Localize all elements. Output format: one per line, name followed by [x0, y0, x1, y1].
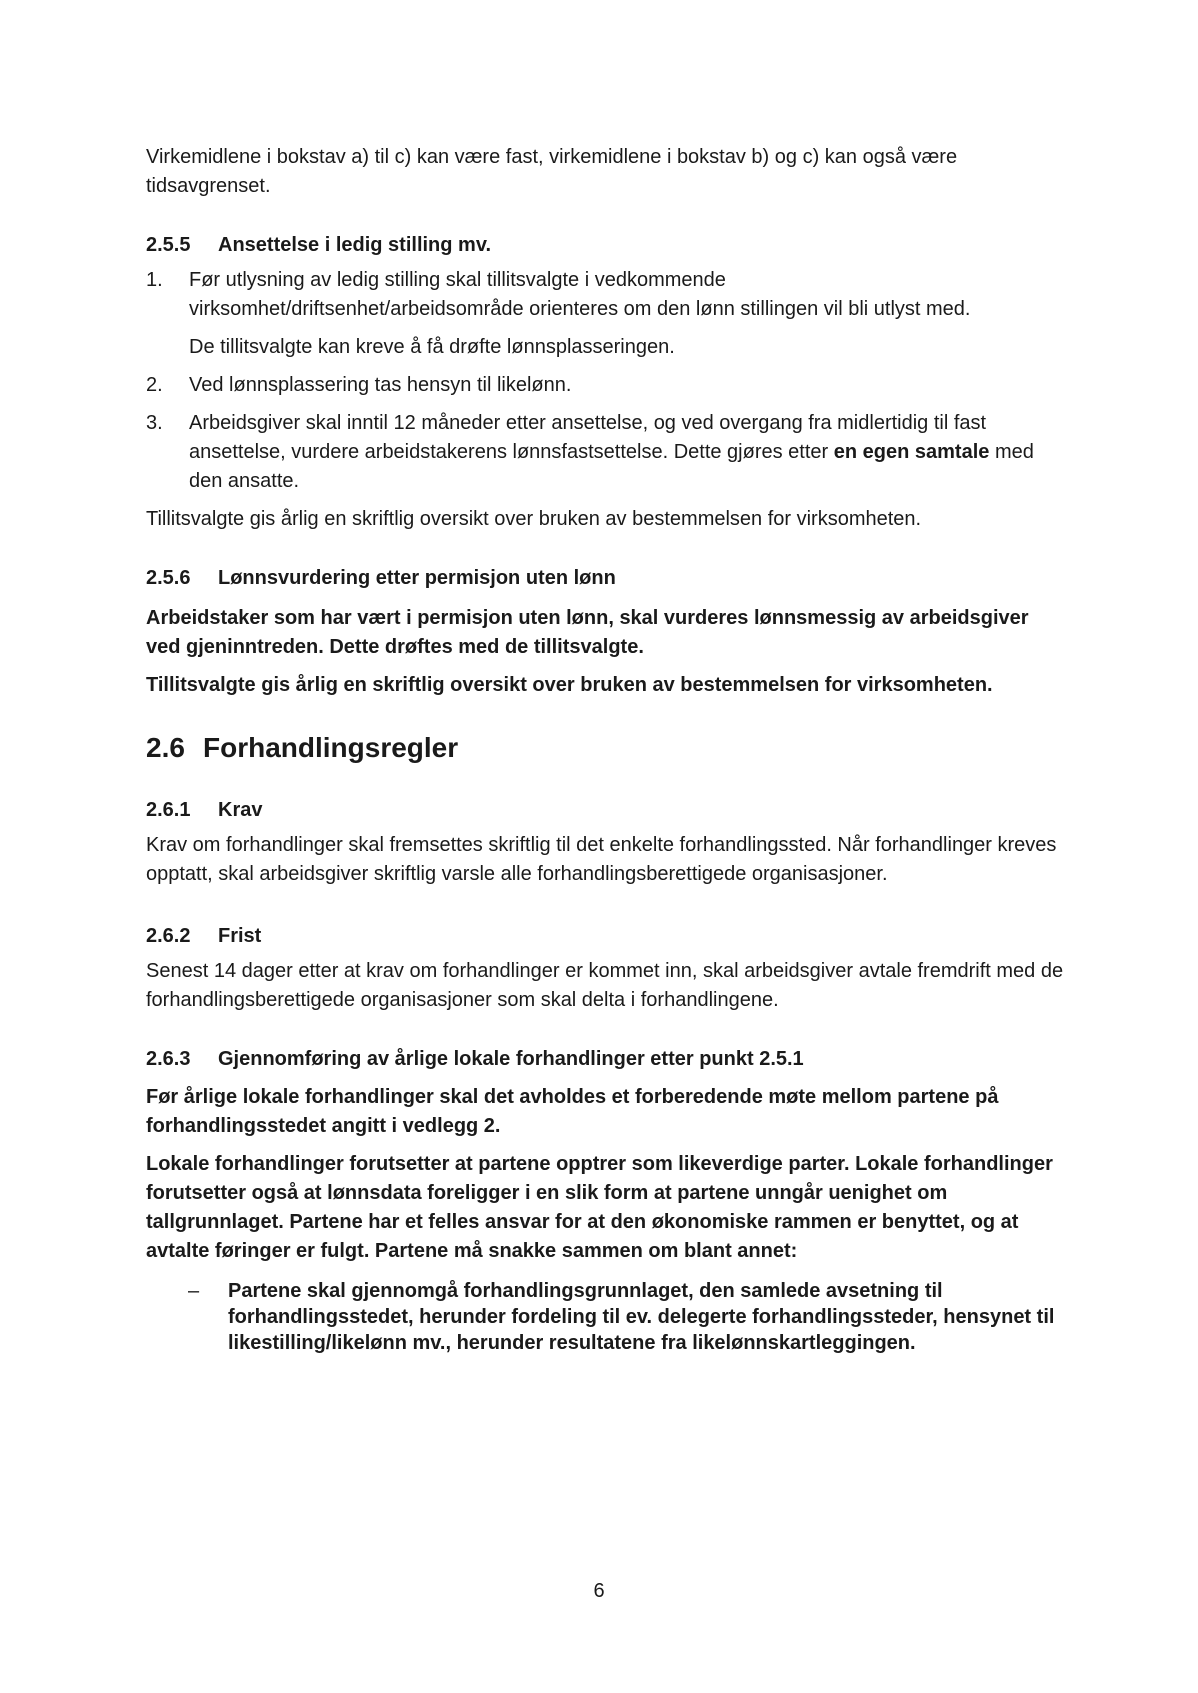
- heading-title: Forhandlingsregler: [203, 732, 459, 763]
- paragraph: Før årlige lokale forhandlinger skal det avholdes et forberedende møte mellom partene på forhandlingsstedet angitt i vedlegg 2.: [146, 1086, 999, 1137]
- list-item-emphasis: en egen samtale: [833, 441, 990, 463]
- heading-title: Gjennomføring av årlige lokale forhandlinger etter punkt 2.5.1: [218, 1048, 804, 1070]
- heading-2-6: [146, 730, 1066, 766]
- heading-number: 2.6.2: [146, 925, 191, 947]
- heading-2-6-1: [146, 796, 1066, 825]
- list-item-text: Ved lønnsplassering tas hensyn til likelønn.: [189, 374, 572, 396]
- page-number: 6: [593, 1580, 605, 1602]
- heading-title: Krav: [218, 799, 263, 821]
- heading-number: 2.6.3: [146, 1048, 191, 1070]
- list-item: [146, 409, 1066, 496]
- paragraph: Tillitsvalgte gis årlig en skriftlig oversikt over bruken av bestemmelsen for virksomheten.: [146, 674, 993, 696]
- paragraph: Arbeidstaker som har vært i permisjon uten lønn, skal vurderes lønnsmessig av arbeidsgiver ved gjeninntreden. Dette drøftes med de tillitsvalgte.: [146, 607, 1029, 658]
- dash-bullet: –: [188, 1280, 200, 1302]
- list-number: 1.: [146, 269, 163, 291]
- list-item-text: Før utlysning av ledig stilling skal tillitsvalgte i vedkommende virksomhet/driftsenhet/arbeidsområde orienteres om den lønn stillingen vil bli utlyst med.: [189, 269, 971, 320]
- list-item-text-part: Arbeidsgiver skal inntil 12 måneder etter ansettelse, og ved overgang fra midlertidig til fast ansettelse, vurdere arbeidstakerens lønnsfastsettelse. Dette gjøres etter: [189, 412, 987, 463]
- bullet-text: Partene skal gjennomgå forhandlingsgrunnlaget, den samlede avsetning til forhandlingsstedet, herunder fordeling til ev. delegerte forhandlingssteder, hensynet til likestilling/likelønn mv., herunder resultatene fra likelønnskartleggingen.: [228, 1280, 1055, 1354]
- heading-number: 2.6: [146, 732, 185, 763]
- paragraph: Krav om forhandlinger skal fremsettes skriftlig til det enkelte forhandlingssted. Når forhandlinger kreves opptatt, skal arbeidsgiver skriftlig varsle alle forhandlingsberettigede organisasjoner.: [146, 834, 1057, 885]
- list-number: 3.: [146, 412, 163, 434]
- heading-title: Frist: [218, 925, 262, 947]
- heading-title: Ansettelse i ledig stilling mv.: [218, 234, 492, 256]
- list-item: [146, 266, 1066, 362]
- list-item: [146, 371, 1066, 400]
- document-page: [146, 143, 1066, 1356]
- heading-2-6-3: [146, 1045, 1066, 1074]
- list-item-text: [189, 409, 1066, 496]
- paragraph: Lokale forhandlinger forutsetter at partene opptrer som likeverdige parter. Lokale forhandlinger forutsetter også at lønnsdata foreligger i en slik form at partene unngår uenighet om tallgrunnlaget. Partene har et felles ansvar for at den økonomiske rammen er benyttet, og at avtalte føringer er fulgt. Partene må snakke sammen om blant annet:: [146, 1153, 1053, 1262]
- heading-2-5-5: [146, 231, 1066, 260]
- closing-paragraph: Tillitsvalgte gis årlig en skriftlig oversikt over bruken av bestemmelsen for virksomheten.: [146, 508, 922, 530]
- heading-title: Lønnsvurdering etter permisjon uten lønn: [218, 567, 616, 589]
- list-item-text-continued: De tillitsvalgte kan kreve å få drøfte lønnsplasseringen.: [189, 336, 675, 358]
- heading-number: 2.5.5: [146, 234, 191, 256]
- heading-number: 2.6.1: [146, 799, 191, 821]
- heading-number: 2.5.6: [146, 567, 191, 589]
- list-number: 2.: [146, 374, 163, 396]
- paragraph: Senest 14 dager etter at krav om forhandlinger er kommet inn, skal arbeidsgiver avtale fremdrift med de forhandlingsberettigede organisasjoner som skal delta i forhandlingene.: [146, 960, 1064, 1011]
- intro-paragraph: Virkemidlene i bokstav a) til c) kan være fast, virkemidlene i bokstav b) og c) kan også være tidsavgrenset.: [146, 146, 958, 197]
- bullet-item: [146, 1278, 1066, 1356]
- list-item-text-part: med den ansatte.: [189, 441, 1034, 492]
- heading-2-5-6: [146, 564, 1066, 593]
- heading-2-6-2: [146, 922, 1066, 951]
